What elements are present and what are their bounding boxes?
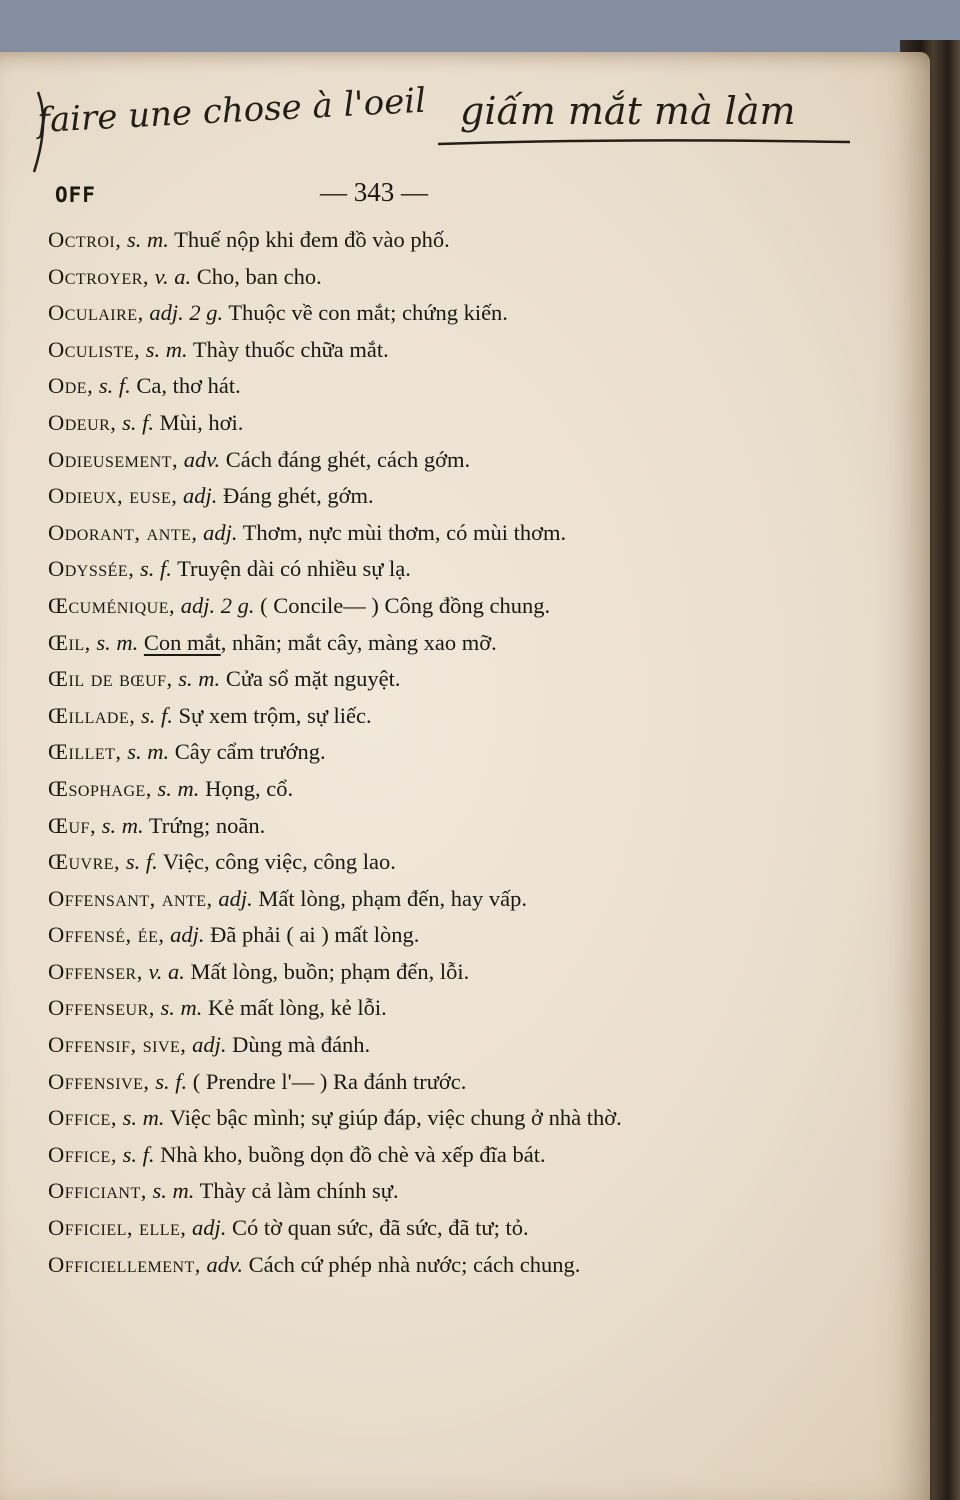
entry-headword: Oculiste, [48,336,141,362]
entry-definition-underlined: Con mắt [143,629,221,655]
dictionary-entry [48,1100,738,1137]
entry-definition: Mất lòng, phạm đến, hay vấp. [258,885,528,911]
entry-definition: , nhãn; mắt cây, màng xao mỡ. [220,629,497,655]
entry-grammar: s. f. [139,556,172,582]
entry-definition: Đã phải ( ai ) mất lòng. [210,922,420,948]
entry-definition: Cây cẩm trướng. [174,739,326,765]
entry-definition: Ca, thơ hát. [136,373,241,399]
entry-grammar: adj. [192,1215,227,1241]
entry-grammar: adv. [206,1251,243,1277]
entry-grammar: s. f. [155,1068,188,1094]
entry-headword: Œcuménique, [48,592,176,618]
entry-headword: Œil, [48,629,91,655]
entry-definition: Cách cứ phép nhà nước; cách chung. [248,1251,581,1277]
dictionary-entries [48,222,738,1283]
entry-definition: ( Prendre l'— ) Ra đánh trước. [192,1068,467,1094]
entry-grammar: adj. 2 g. [180,592,255,618]
entry-definition: Mùi, hơi. [159,409,244,435]
entry-headword: Officiel, elle, [48,1215,187,1241]
entry-grammar: adj. [218,885,253,911]
dictionary-entry [48,259,738,296]
entry-grammar: v. a. [148,958,185,984]
entry-grammar: s. m. [122,1105,165,1131]
entry-definition: Cửa sổ mặt nguyệt. [225,666,401,692]
entry-definition: Truyện dài có nhiều sự lạ. [177,556,411,582]
entry-headword: Ode, [48,373,94,399]
dictionary-entry [48,734,738,771]
dictionary-entry [48,990,738,1027]
dictionary-entry [48,405,738,442]
entry-grammar: s. m. [127,739,170,765]
running-head: OFF [55,183,96,207]
entry-grammar: adj. [192,1032,227,1058]
dictionary-entry [48,844,738,881]
entry-definition: Thuế nộp khi đem đồ vào phố. [174,227,450,252]
entry-headword: Offensé, ée, [48,922,165,948]
entry-headword: Offensive, [48,1068,150,1094]
entry-grammar: s. f. [122,1141,155,1167]
handwritten-underline [438,140,850,144]
entry-grammar: adj. [170,922,205,948]
dictionary-entry [48,588,738,625]
entry-grammar: s. f. [98,373,131,399]
dictionary-entry [48,1027,738,1064]
entry-definition: Thày cả làm chính sự. [199,1178,399,1204]
entry-grammar: s. m. [101,812,144,838]
entry-headword: Odeur, [48,409,117,435]
dictionary-entry [48,917,738,954]
entry-grammar: s. m. [152,1178,195,1204]
dictionary-entry [48,771,738,808]
entry-headword: Oculaire, [48,300,144,326]
entry-grammar: v. a. [154,263,192,289]
entry-headword: Officiant, [48,1178,147,1204]
entry-headword: Œsophage, [48,775,152,801]
page-header [55,177,655,217]
entry-definition: Thơm, nực mùi thơm, có mùi thơm. [242,519,567,545]
entry-grammar: s. f. [125,849,158,875]
dictionary-entry [48,1173,738,1210]
entry-grammar: s. m. [157,775,200,801]
entry-headword: Œuf, [48,812,97,838]
entry-headword: Office, [48,1141,117,1167]
dictionary-entry [48,698,738,735]
entry-definition: Mất lòng, buồn; phạm đến, lỗi. [190,958,470,984]
dictionary-entry [48,661,738,698]
page-number: — 343 — [320,177,428,207]
entry-definition: Việc, công việc, công lao. [162,849,396,875]
handwritten-note-french: faire une chose à l'oeil [36,80,428,141]
entry-definition: Thuộc về con mắt; chứng kiến. [228,300,508,326]
entry-definition: ( Concile— ) Công đồng chung. [260,592,551,618]
entry-grammar: s. m. [145,336,188,362]
entry-headword: Œuvre, [48,849,121,875]
entry-headword: Octroi, [48,227,122,252]
entry-headword: Offensant, ante, [48,885,213,911]
dictionary-entry [48,478,738,515]
dictionary-entry [48,954,738,991]
dictionary-entry [48,1210,738,1247]
dictionary-entry [48,222,738,259]
dictionary-entry [48,1247,738,1284]
entry-grammar: adj. [183,483,218,509]
entry-definition: Dùng mà đánh. [232,1032,371,1058]
entry-definition: Cho, ban cho. [196,263,322,289]
entry-headword: Odorant, ante, [48,519,198,545]
dictionary-entry [48,881,738,918]
dictionary-entry [48,625,738,662]
entry-headword: Œillade, [48,702,136,728]
entry-grammar: adj. 2 g. [149,300,224,326]
entry-definition: Thày thuốc chữa mắt. [192,336,389,362]
entry-grammar: s. f. [141,702,173,728]
entry-definition: Việc bậc mình; sự giúp đáp, việc chung ở nhà thờ. [169,1105,622,1131]
entry-grammar: s. m. [178,666,221,692]
entry-grammar: adv. [183,446,221,472]
entry-definition: Kẻ mất lòng, kẻ lỗi. [208,995,387,1021]
entry-definition: Trứng; noãn. [148,812,266,838]
dictionary-entry [48,442,738,479]
entry-grammar: adj. [203,519,238,545]
dictionary-entry [48,551,738,588]
entry-definition: Họng, cổ. [205,775,294,801]
entry-headword: Officiellement, [48,1251,201,1277]
dictionary-entry [48,1064,738,1101]
entry-headword: Office, [48,1105,117,1131]
entry-definition: Đáng ghét, gớm. [223,483,374,509]
entry-headword: Offenseur, [48,995,155,1021]
entry-headword: Offenser, [48,958,143,984]
dictionary-entry [48,515,738,552]
entry-definition: Có tờ quan sức, đã sức, đã tư; tỏ. [232,1215,529,1241]
entry-grammar: s. m. [160,995,203,1021]
entry-headword: Œil de bœuf, [48,666,173,692]
entry-headword: Odieusement, [48,446,179,472]
entry-definition: Sự xem trộm, sự liếc. [178,702,372,728]
entry-headword: Octroyer, [48,263,150,289]
entry-headword: Odyssée, [48,556,135,582]
dictionary-entry [48,368,738,405]
dictionary-entry [48,332,738,369]
entry-grammar: s. m. [127,227,169,252]
entry-grammar: s. f. [122,409,154,435]
dictionary-page [0,52,930,1500]
handwritten-annotation [20,62,880,182]
entry-headword: Offensif, sive, [48,1032,187,1058]
dictionary-entry [48,1137,738,1174]
handwritten-note-vietnamese: giấm mắt mà làm [460,89,796,133]
entry-definition: Nhà kho, buồng dọn đồ chè và xếp đĩa bát. [160,1141,546,1167]
dictionary-entry [48,808,738,845]
entry-grammar: s. m. [96,629,139,655]
entry-headword: Odieux, euse, [48,483,178,509]
dictionary-entry [48,295,738,332]
entry-headword: Œillet, [48,739,122,765]
entry-definition: Cách đáng ghét, cách gớm. [225,446,471,472]
